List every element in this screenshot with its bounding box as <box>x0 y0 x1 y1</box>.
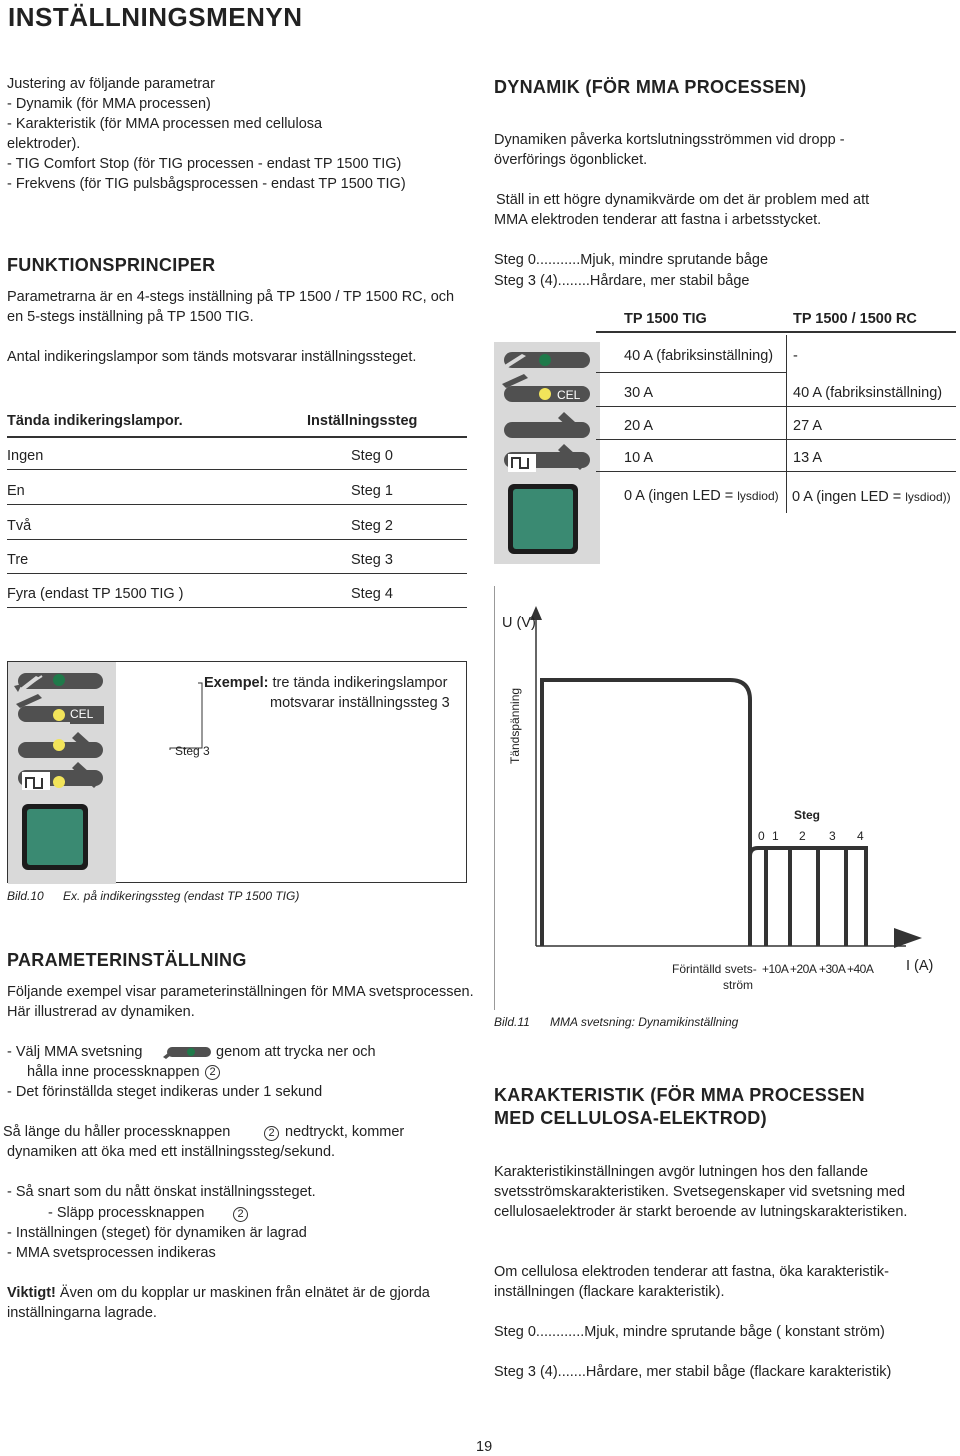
funk-note: Antal indikeringslampor som tänds motsvarar inställningssteget. <box>7 349 417 365</box>
param-bullet: - MMA svetsprocessen indikeras <box>7 1245 216 1261</box>
kar-line: cellulosaelektroder är starkt beroende av lutningskarakteristiken. <box>494 1204 908 1220</box>
example-text1: tre tända indikeringslampor <box>272 675 448 691</box>
current-table-header: TP 1500 TIG <box>624 311 707 327</box>
knob-2-icon: 2 <box>205 1065 220 1080</box>
param-hold: dynamiken att öka med ett inställningssteg/sekund. <box>7 1144 336 1160</box>
lamp-table-cell: Steg 3 <box>351 552 393 568</box>
dyn-step0 <box>494 250 768 270</box>
example-text2: motsvarar inställningssteg 3 <box>270 695 450 711</box>
param-bullet: hålla inne processknappen <box>27 1064 200 1080</box>
page-title: INSTÄLLNINGSMENYN <box>8 2 303 32</box>
mma-electrode-icon <box>163 1045 213 1059</box>
intro-line: elektroder). <box>7 136 81 152</box>
x-tick-label: +40A <box>847 962 874 976</box>
kar-step3-key: Steg 3 (4)....... <box>494 1364 586 1380</box>
dyn-step3-value: Hårdare, mer stabil båge <box>589 273 750 289</box>
current-table-cell: 40 A (fabriksinställning) <box>793 385 943 401</box>
param-line: Här illustrerad av dynamiken. <box>7 1004 195 1020</box>
cel-label: CEL <box>557 388 581 402</box>
intro-line: - Karakteristik (för MMA processen med cellulosa <box>7 116 323 132</box>
tick-label: 1 <box>772 829 779 843</box>
graph-svg <box>494 586 946 1010</box>
step-curve <box>818 848 846 946</box>
knob-2-icon: 2 <box>264 1126 279 1141</box>
kar-line: svetsströmskarakteristiken. Svetsegenskaper vid svetsning med <box>494 1184 906 1200</box>
led-yellow-icon <box>539 388 551 400</box>
knob-2-icon: 2 <box>233 1207 248 1222</box>
intro-line: Justering av följande parametrar <box>7 76 215 92</box>
param-bullet: - Släpp processknappen <box>48 1205 205 1221</box>
dyn-step0-value: Mjuk, mindre sprutande båge <box>580 252 769 268</box>
step-curve <box>750 848 766 946</box>
led-green-icon <box>539 354 551 366</box>
lamp-table-cell: Ingen <box>7 448 44 464</box>
dyn-step0-key: Steg 0........... <box>494 252 581 268</box>
viktigt-text: Även om du kopplar ur maskinen från elnätet är de gjorda <box>59 1285 430 1301</box>
current-table-cell-last <box>792 487 951 507</box>
dyn-line: överförings ögonblicket. <box>494 152 648 168</box>
section-heading-karakteristik-2: MED CELLULOSA-ELEKTROD) <box>494 1108 767 1128</box>
dyn-step3-key: Steg 3 (4)........ <box>494 273 590 289</box>
led-green-icon <box>53 674 65 686</box>
kar-line: Karakteristikinställningen avgör lutningen hos den fallande <box>494 1164 869 1180</box>
dynamic-graph <box>494 586 946 1010</box>
kar-line: inställningen (flackare karakteristik). <box>494 1284 725 1300</box>
dyn-step3 <box>494 271 749 291</box>
dyn-line: MMA elektroden tenderar att fastna i arbetsstycket. <box>494 212 822 228</box>
step-curve <box>790 848 818 946</box>
dyn-line: Ställ in ett högre dynamikvärde om det är problem med att <box>496 192 870 208</box>
tick-label: 2 <box>799 829 806 843</box>
current-table-header: TP 1500 / 1500 RC <box>793 311 917 327</box>
current-table-cell-small: lysdiod)) <box>905 490 951 504</box>
lamp-table-cell: Steg 0 <box>351 448 393 464</box>
control-panel-right <box>494 342 600 564</box>
section-heading-parameterinstallning: PARAMETERINSTÄLLNING <box>7 950 247 970</box>
figure-caption: Ex. på indikeringssteg (endast TP 1500 TIG) <box>63 889 300 903</box>
current-table-cell-small: lysdiod) <box>737 489 779 503</box>
viktigt-text2: inställningarna lagrade. <box>7 1305 157 1321</box>
x-tick-label: +20A <box>790 962 817 976</box>
param-bullet: - Inställningen (steget) för dynamiken är lagrad <box>7 1225 307 1241</box>
led-yellow-icon <box>53 776 65 788</box>
intro-line: - Dynamik (för MMA processen) <box>7 96 211 112</box>
tick-label: 0 <box>758 829 765 843</box>
kar-step0 <box>494 1322 885 1342</box>
param-bullet: - Så snart som du nått önskat inställningssteget. <box>7 1184 316 1200</box>
current-table-cell: 13 A <box>793 450 823 466</box>
lamp-table-cell: Steg 4 <box>351 586 393 602</box>
example-label <box>204 674 447 692</box>
funk-line: Parametrarna är en 4-stegs inställning på TP 1500 / TP 1500 RC, och <box>7 289 455 305</box>
x-tick-label: +10A <box>762 962 789 976</box>
param-bullet: - Välj MMA svetsning <box>7 1044 143 1060</box>
viktigt-label: Viktigt! <box>7 1285 56 1301</box>
tick-label: 3 <box>829 829 836 843</box>
dynamic-curve <box>542 680 750 946</box>
tick-label: 4 <box>857 829 864 843</box>
process-button <box>513 489 573 549</box>
kar-step3-value: Hårdare, mer stabil båge (flackare karakteristik) <box>585 1364 892 1380</box>
param-hold: Så länge du håller processknappen <box>3 1124 231 1140</box>
kar-line: Om cellulosa elektroden tenderar att fastna, öka karakteristik- <box>494 1264 889 1280</box>
current-table-cell: - <box>793 348 798 364</box>
intro-line: - Frekvens (för TIG pulsbågsprocessen - endast TP 1500 TIG) <box>7 176 406 192</box>
led-yellow-icon <box>53 709 65 721</box>
example-figure <box>7 661 467 883</box>
viktigt-line <box>7 1283 430 1303</box>
x-axis-label: I (A) <box>906 958 934 974</box>
current-table-cell: 0 A (ingen LED = <box>792 489 906 505</box>
lamp-table-cell: Steg 2 <box>351 518 393 534</box>
cel-label: CEL <box>70 707 94 721</box>
current-table-cell: 10 A <box>624 450 654 466</box>
led-yellow-icon <box>53 739 65 751</box>
param-line: Följande exempel visar parameterinställningen för MMA svetsprocessen. <box>7 984 474 1000</box>
intro-line: - TIG Comfort Stop (för TIG processen - endast TP 1500 TIG) <box>7 156 402 172</box>
kar-step0-value: Mjuk, mindre sprutande båge ( konstant ström) <box>584 1324 885 1340</box>
x-axis-arrow-icon <box>894 928 922 948</box>
x-tick-label: +30A <box>819 962 846 976</box>
current-table-cell: 20 A <box>624 418 654 434</box>
step-curve <box>846 848 866 946</box>
lamp-table-cell: Två <box>7 518 32 534</box>
x-annotation: Förintälld svets- <box>672 962 757 976</box>
param-bullet: - Det förinställda steget indikeras under 1 sekund <box>7 1084 323 1100</box>
funk-line: en 5-stegs inställning på TP 1500 TIG. <box>7 309 254 325</box>
section-heading-funktionsprinciper: FUNKTIONSPRINCIPER <box>7 255 216 275</box>
current-table-cell-last <box>624 486 779 506</box>
step-curve <box>766 848 790 946</box>
lamp-table-header-lamps: Tända indikeringslampor. <box>7 413 183 429</box>
figure-caption-num: Bild.11 <box>494 1015 530 1029</box>
dyn-line: Dynamiken påverka kortslutningsströmmen vid dropp - <box>494 132 845 148</box>
param-bullet: genom att trycka ner och <box>216 1044 376 1060</box>
lamp-table-cell: En <box>7 483 25 499</box>
x-annotation: ström <box>723 978 753 992</box>
y-axis-label: U (V) <box>502 615 536 631</box>
steg-label: Steg <box>794 808 821 822</box>
lamp-table-cell: Fyra (endast TP 1500 TIG ) <box>7 586 184 602</box>
current-table-cell: 40 A (fabriksinställning) <box>624 348 774 364</box>
current-table-cell: 27 A <box>793 418 823 434</box>
figure-caption-num: Bild.10 <box>7 889 44 903</box>
param-hold: nedtryckt, kommer <box>285 1124 405 1140</box>
lamp-table-cell: Steg 1 <box>351 483 393 499</box>
current-table-cell: 30 A <box>624 385 654 401</box>
section-heading-dynamik: DYNAMIK (FÖR MMA PROCESSEN) <box>494 77 807 97</box>
kar-step3 <box>494 1362 891 1382</box>
example-label-bold: Exempel: <box>204 675 269 691</box>
lamp-table-cell: Tre <box>7 552 29 568</box>
current-table-cell: 0 A (ingen LED = <box>624 488 738 504</box>
example-steg-label: Steg 3 <box>175 744 210 758</box>
page-number: 19 <box>476 1439 493 1455</box>
kar-step0-key: Steg 0............ <box>494 1324 585 1340</box>
y-axis-title: Tändspänning <box>508 687 522 764</box>
process-button <box>27 809 83 865</box>
lamp-table-header-step: Inställningssteg <box>307 413 418 429</box>
section-heading-karakteristik: KARAKTERISTIK (FÖR MMA PROCESSEN <box>494 1085 865 1105</box>
figure-caption: MMA svetsning: Dynamikinställning <box>550 1015 739 1029</box>
